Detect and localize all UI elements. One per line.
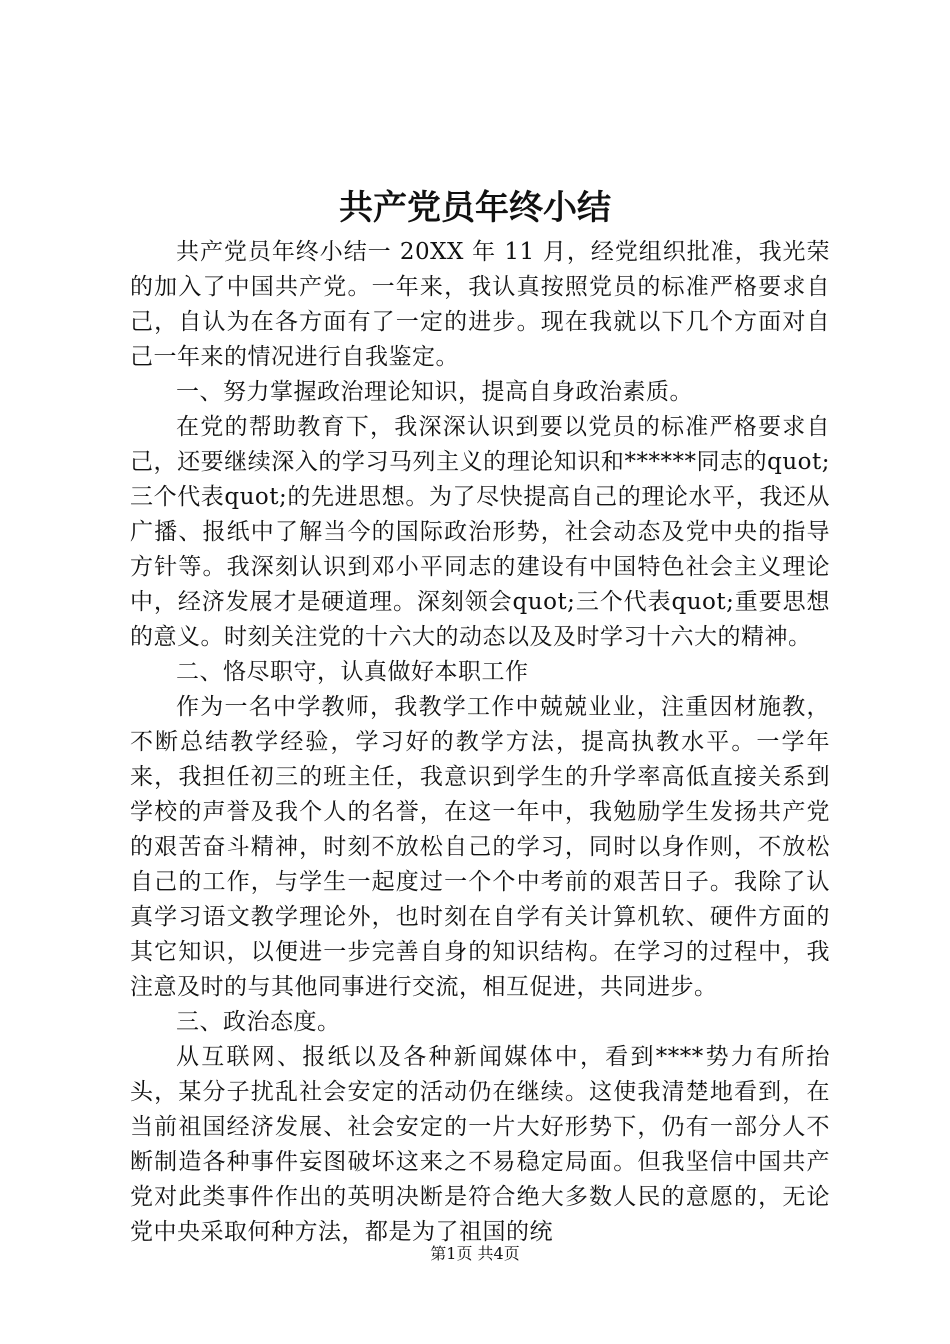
section-3-paragraph: 从互联网、报纸以及各种新闻媒体中，看到****势力有所抬头，某分子扰乱社会安定的活动仍在继续。这使我清楚地看到，在当前祖国经济发展、社会安定的一片大好形势下，仍有一部分人不断制造各种事件妄图破坏这来之不易稳定局面。但我坚信中国共产党对此类事件作出的英明决断是符合绝大多数人民的意愿的，无论党中央采取何种方法，都是为了祖国的统: [130, 1044, 830, 1245]
document-body: [130, 235, 830, 1250]
section-heading-1: 一、努力掌握政治理论知识，提高自身政治素质。: [176, 379, 693, 405]
document-title: 共产党员年终小结: [339, 188, 611, 228]
page-number-footer: 第1页 共4页: [430, 1244, 520, 1263]
intro-paragraph: 共产党员年终小结一 20XX 年 11 月，经党组织批准，我光荣的加入了中国共产党。一年来，我认真按照党员的标准严格要求自己，自认为在各方面有了一定的进步。现在我就以下几个方面对自己一年来的情况进行自我鉴定。: [130, 239, 830, 370]
section-1-paragraph: 在党的帮助教育下，我深深认识到要以党员的标准严格要求自己，还要继续深入的学习马列主义的理论知识和******同志的quot;三个代表quot;的先进思想。为了尽快提高自己的理论水平，我还从广播、报纸中了解当今的国际政治形势，社会动态及党中央的指导方针等。我深刻认识到邓小平同志的建设有中国特色社会主义理论中，经济发展才是硬道理。深刻领会quot;三个代表quot;重要思想的意义。时刻关注党的十六大的动态以及及时学习十六大的精神。: [130, 414, 830, 650]
section-2-paragraph: 作为一名中学教师，我教学工作中兢兢业业，注重因材施教，不断总结教学经验，学习好的教学方法，提高执教水平。一学年来，我担任初三的班主任，我意识到学生的升学率高低直接关系到学校的声誉及我个人的名誉，在这一年中，我勉励学生发扬共产党的艰苦奋斗精神，时刻不放松自己的学习，同时以身作则，不放松自己的工作，与学生一起度过一个个中考前的艰苦日子。我除了认真学习语文教学理论外，也时刻在自学有关计算机软、硬件方面的其它知识，以便进一步完善自身的知识结构。在学习的过程中，我注意及时的与其他同事进行交流，相互促进，共同进步。: [130, 694, 830, 1000]
section-heading-3: 三、政治态度。: [176, 1009, 341, 1035]
section-heading-2: 二、恪尽职守，认真做好本职工作: [176, 659, 529, 685]
